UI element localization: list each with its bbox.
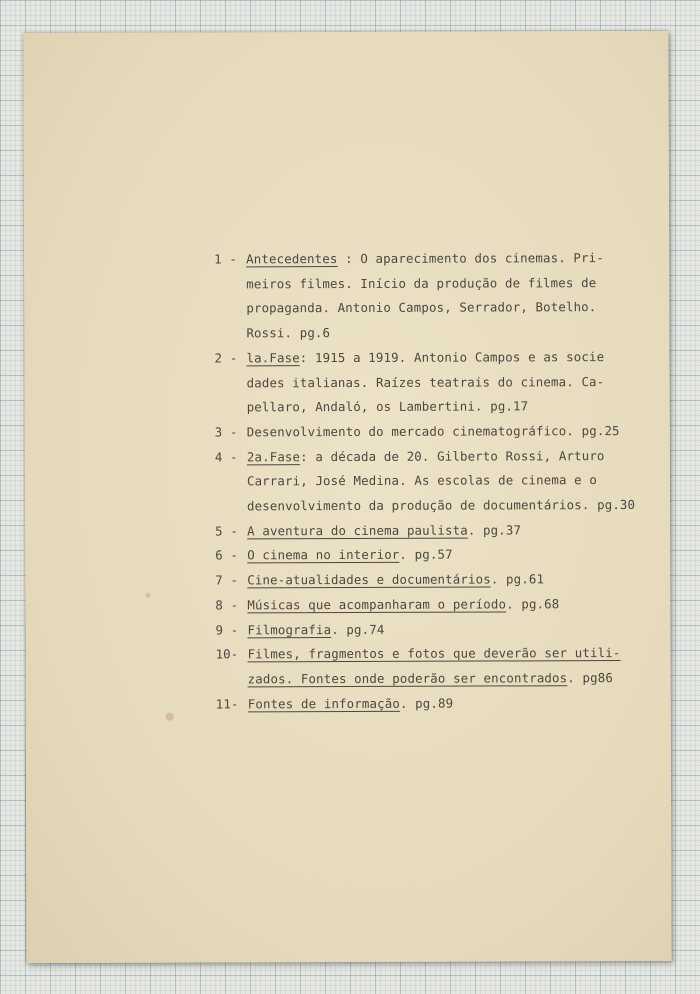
stain — [166, 713, 174, 721]
list-item — [215, 444, 655, 520]
text-line — [246, 246, 654, 272]
item-number: 8 - — [215, 597, 239, 613]
text-line — [248, 641, 656, 667]
text-segment: desenvolvimento da produção de documentários. pg.30 — [247, 497, 636, 514]
text-line — [247, 394, 655, 420]
paper-sheet — [23, 31, 671, 963]
underlined-title: Antecedentes — [246, 251, 338, 267]
text-segment: . pg.68 — [506, 596, 560, 612]
text-segment: . pg86 — [567, 670, 613, 686]
text-line — [247, 567, 655, 593]
item-number: 10- — [215, 646, 239, 662]
text-segment: . pg.61 — [490, 571, 545, 587]
text-segment: Desenvolvimento do mercado cinematográfico. pg.25 — [246, 422, 620, 440]
text-line — [246, 295, 654, 321]
text-line — [247, 592, 655, 618]
text-segment: propaganda. Antonio Campos, Serrador, Botelho. — [246, 299, 597, 316]
text-line — [248, 691, 656, 717]
underlined-title: Filmografia — [247, 621, 332, 637]
text-line — [246, 345, 654, 371]
underlined-title: Cine-atualidades e documentários — [247, 571, 491, 588]
text-segment: Rossi. pg.6 — [246, 325, 331, 341]
underlined-title: O cinema no interior — [247, 547, 400, 563]
item-text — [247, 419, 655, 445]
underlined-title: A aventura do cinema paulista — [247, 522, 468, 539]
text-segment: . pg.37 — [467, 522, 522, 538]
item-number: 6 - — [215, 547, 239, 563]
text-line — [247, 518, 655, 544]
item-number: 5 - — [215, 523, 238, 539]
underlined-title: 2a.Fase — [246, 448, 301, 464]
item-text — [247, 567, 655, 593]
list-item — [215, 592, 655, 618]
item-text — [248, 691, 656, 717]
list-item — [215, 616, 655, 642]
text-line — [247, 419, 655, 445]
text-segment: : O aparecimento dos cinemas. Pri- — [337, 250, 604, 267]
text-line — [247, 542, 655, 568]
item-number: 1 - — [214, 251, 238, 267]
table-of-contents — [214, 246, 656, 717]
text-line — [247, 493, 655, 519]
item-text — [247, 616, 655, 642]
text-line — [246, 320, 654, 346]
text-segment: pellaro, Andaló, os Lambertini. pg.17 — [246, 398, 529, 415]
underlined-title: Filmes, fragmentos e fotos que deverão ser utili- — [247, 645, 621, 662]
item-text — [246, 345, 654, 421]
list-item — [216, 641, 656, 692]
item-number: 2 - — [214, 350, 238, 366]
item-text — [247, 592, 655, 618]
underlined-title: Fontes de informação — [247, 695, 400, 712]
text-segment: . pg.57 — [399, 547, 453, 563]
text-segment: : 1915 a 1919. Antonio Campos e as socie — [299, 348, 605, 365]
list-item — [215, 518, 655, 544]
text-line — [248, 666, 656, 692]
underlined-title: Músicas que acompanharam o período — [247, 596, 507, 613]
text-segment: : a década de 20. Gilberto Rossi, Arturo — [300, 447, 605, 464]
item-number: 9 - — [215, 621, 239, 638]
item-number: 7 - — [215, 572, 239, 588]
list-item — [214, 246, 654, 346]
underlined-title: zados. Fontes onde poderão ser encontrados — [247, 670, 568, 687]
text-segment: . pg.89 — [399, 695, 454, 711]
text-line — [246, 271, 654, 297]
text-segment: meiros filmes. Início da produção de filmes de — [246, 274, 597, 292]
list-item — [214, 345, 654, 421]
item-number: 11- — [215, 696, 239, 712]
text-line — [247, 468, 655, 494]
item-text — [248, 641, 656, 692]
item-number: 3 - — [214, 424, 238, 440]
text-line — [247, 369, 655, 395]
list-item — [216, 691, 656, 717]
list-item — [215, 567, 655, 593]
list-item — [215, 419, 655, 445]
item-text — [247, 542, 655, 568]
text-segment: . pg.74 — [331, 621, 385, 637]
text-line — [247, 444, 655, 470]
item-text — [247, 444, 655, 520]
item-text — [247, 518, 655, 544]
item-number: 4 - — [214, 449, 238, 465]
text-line — [247, 616, 655, 642]
underlined-title: la.Fase — [246, 349, 300, 366]
item-text — [246, 246, 654, 346]
text-segment: dades italianas. Raízes teatrais do cinema. Ca- — [246, 373, 605, 390]
stain — [145, 593, 150, 598]
list-item — [215, 542, 655, 568]
text-segment: Carrari, José Medina. As escolas de cinema e o — [246, 472, 598, 489]
